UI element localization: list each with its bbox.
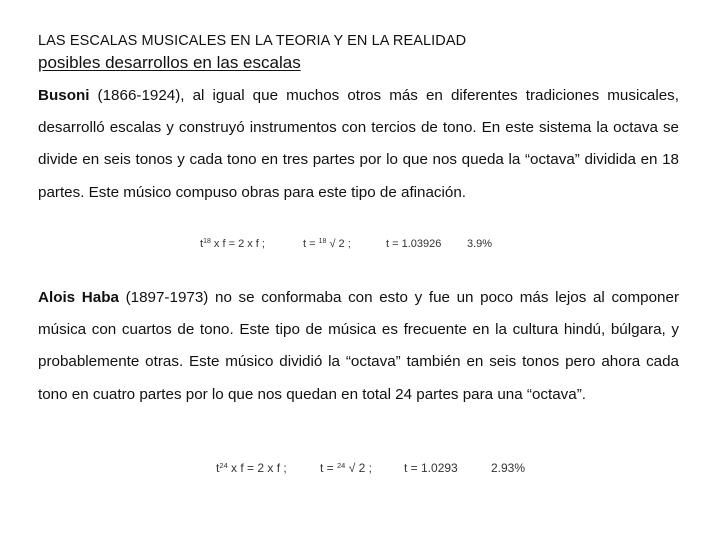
page-title: LAS ESCALAS MUSICALES EN LA TEORIA Y EN LA REALIDAD: [38, 33, 467, 49]
formula-24-lhs: $t^{24}$ x f = 2 x f ;: [216, 461, 287, 475]
page-subtitle: posibles desarrollos en las escalas: [38, 53, 301, 72]
haba-paragraph: [38, 282, 679, 411]
formula-18-root: t = $^{18}$ √ 2 ;: [303, 238, 351, 250]
formula-24-value: t = 1.0293: [404, 461, 458, 475]
busoni-name: Busoni: [38, 87, 90, 104]
busoni-text: (1866-1924), al igual que muchos otros más en diferentes tradiciones musicales, desarrolló escalas y construyó instrumentos con tercios de tono. En este sistema la octava se divide en seis tonos y cada tono en tres partes por lo que nos queda la “octava” dividida en 18 partes. Este músico compuso obras para este tipo de afinación.: [38, 87, 679, 201]
formula-18-value: t = 1.03926: [386, 238, 442, 250]
formula-18-percent: 3.9%: [467, 238, 493, 250]
busoni-paragraph: [38, 80, 679, 209]
formula-24-percent: 2.93%: [491, 461, 526, 475]
formula-24-root: t = $^{24}$ √ 2 ;: [320, 461, 372, 475]
formula-24-parts: [0, 461, 720, 481]
haba-text: (1897-1973) no se conformaba con esto y fue un poco más lejos al componer música con cuartos de tono. Este tipo de música es frecuente en la cultura hindú, búlgara, y probablemente otras. Este músico dividió la “octava” también en seis tonos pero ahora cada tono en cuatro partes por lo que nos quedan en total 24 partes para una “octava”.: [38, 289, 679, 403]
formula-18-parts: [0, 238, 720, 258]
formula-18-lhs: $t^{18}$ x f = 2 x f ;: [200, 238, 265, 250]
haba-name: Alois Haba: [38, 289, 119, 306]
